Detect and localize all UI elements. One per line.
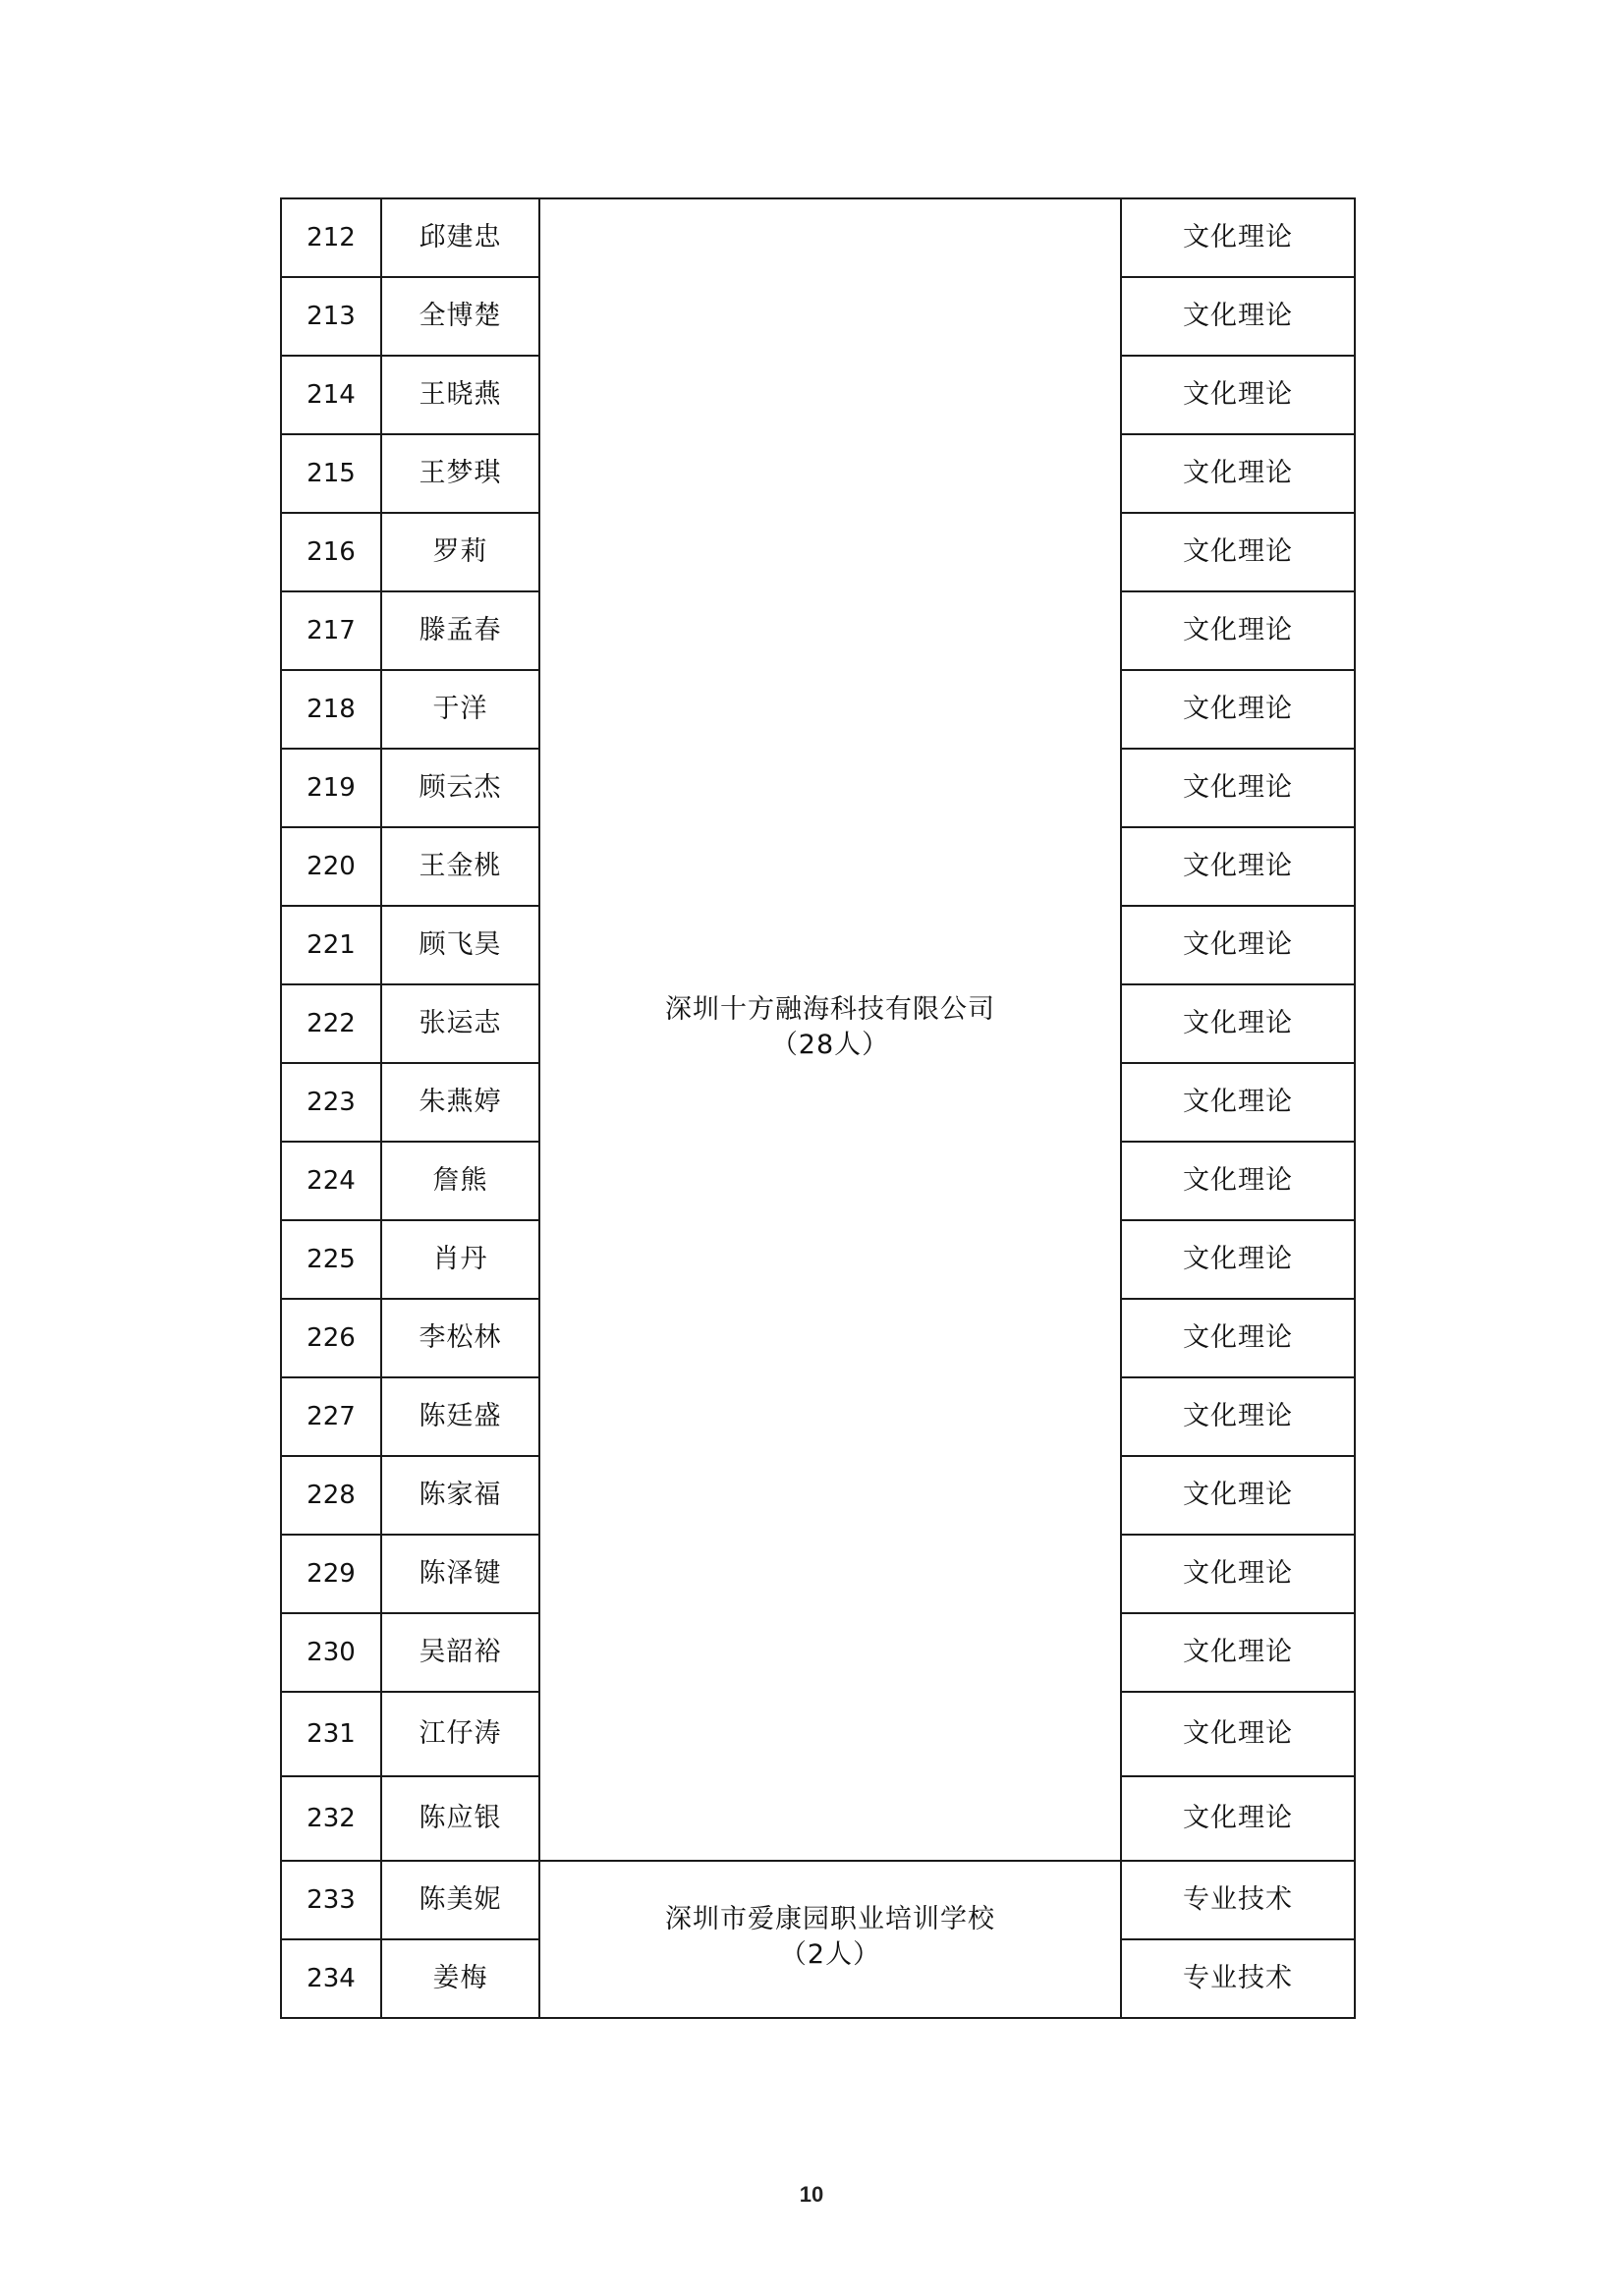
category-cell: 文化理论 xyxy=(1121,1377,1355,1456)
person-name-cell: 李松林 xyxy=(381,1299,539,1377)
row-number-cell: 221 xyxy=(281,906,381,984)
person-name-cell: 顾云杰 xyxy=(381,749,539,827)
organization-cell xyxy=(539,198,1121,1861)
row-number-cell: 230 xyxy=(281,1613,381,1692)
category-cell: 文化理论 xyxy=(1121,1299,1355,1377)
person-name-cell: 张运志 xyxy=(381,984,539,1063)
person-name-cell: 王金桃 xyxy=(381,827,539,906)
category-cell: 文化理论 xyxy=(1121,906,1355,984)
person-name-cell: 朱燕婷 xyxy=(381,1063,539,1142)
row-number-cell: 216 xyxy=(281,513,381,591)
person-name-cell: 顾飞昊 xyxy=(381,906,539,984)
table-row xyxy=(281,198,1355,277)
person-name-cell: 陈家福 xyxy=(381,1456,539,1535)
organization-cell xyxy=(539,1861,1121,2018)
category-cell: 文化理论 xyxy=(1121,1063,1355,1142)
roster-table xyxy=(280,197,1356,2019)
row-number-cell: 226 xyxy=(281,1299,381,1377)
category-cell: 专业技术 xyxy=(1121,1861,1355,1939)
category-cell: 文化理论 xyxy=(1121,1776,1355,1861)
row-number-cell: 225 xyxy=(281,1220,381,1299)
row-number-cell: 234 xyxy=(281,1939,381,2018)
row-number-cell: 215 xyxy=(281,434,381,513)
category-cell: 文化理论 xyxy=(1121,1456,1355,1535)
category-cell: 文化理论 xyxy=(1121,1613,1355,1692)
category-cell: 文化理论 xyxy=(1121,827,1355,906)
row-number-cell: 227 xyxy=(281,1377,381,1456)
row-number-cell: 222 xyxy=(281,984,381,1063)
person-name-cell: 吴韶裕 xyxy=(381,1613,539,1692)
category-cell: 文化理论 xyxy=(1121,198,1355,277)
organization-headcount: （28人） xyxy=(770,1030,890,1060)
person-name-cell: 罗莉 xyxy=(381,513,539,591)
row-number-cell: 212 xyxy=(281,198,381,277)
row-number-cell: 217 xyxy=(281,591,381,670)
person-name-cell: 于洋 xyxy=(381,670,539,749)
row-number-cell: 232 xyxy=(281,1776,381,1861)
row-number-cell: 224 xyxy=(281,1142,381,1220)
category-cell: 文化理论 xyxy=(1121,1535,1355,1613)
row-number-cell: 228 xyxy=(281,1456,381,1535)
row-number-cell: 214 xyxy=(281,356,381,434)
category-cell: 文化理论 xyxy=(1121,1220,1355,1299)
person-name-cell: 陈应银 xyxy=(381,1776,539,1861)
organization-name: 深圳十方融海科技有限公司 xyxy=(665,994,995,1025)
person-name-cell: 陈廷盛 xyxy=(381,1377,539,1456)
category-cell: 文化理论 xyxy=(1121,277,1355,356)
row-number-cell: 223 xyxy=(281,1063,381,1142)
person-name-cell: 陈泽键 xyxy=(381,1535,539,1613)
person-name-cell: 姜梅 xyxy=(381,1939,539,2018)
row-number-cell: 229 xyxy=(281,1535,381,1613)
person-name-cell: 滕孟春 xyxy=(381,591,539,670)
row-number-cell: 213 xyxy=(281,277,381,356)
person-name-cell: 王梦琪 xyxy=(381,434,539,513)
page-number: 10 xyxy=(799,2182,824,2207)
row-number-cell: 231 xyxy=(281,1692,381,1776)
row-number-cell: 219 xyxy=(281,749,381,827)
person-name-cell: 江仔涛 xyxy=(381,1692,539,1776)
row-number-cell: 218 xyxy=(281,670,381,749)
table-row xyxy=(281,1861,1355,1939)
category-cell: 专业技术 xyxy=(1121,1939,1355,2018)
category-cell: 文化理论 xyxy=(1121,1142,1355,1220)
organization-label xyxy=(540,1902,1120,1973)
row-number-cell: 220 xyxy=(281,827,381,906)
person-name-cell: 陈美妮 xyxy=(381,1861,539,1939)
person-name-cell: 邱建忠 xyxy=(381,198,539,277)
category-cell: 文化理论 xyxy=(1121,670,1355,749)
category-cell: 文化理论 xyxy=(1121,749,1355,827)
person-name-cell: 詹熊 xyxy=(381,1142,539,1220)
category-cell: 文化理论 xyxy=(1121,513,1355,591)
person-name-cell: 肖丹 xyxy=(381,1220,539,1299)
roster-body xyxy=(281,198,1355,2018)
organization-headcount: （2人） xyxy=(779,1939,881,1970)
person-name-cell: 王晓燕 xyxy=(381,356,539,434)
category-cell: 文化理论 xyxy=(1121,591,1355,670)
person-name-cell: 全博楚 xyxy=(381,277,539,356)
category-cell: 文化理论 xyxy=(1121,356,1355,434)
category-cell: 文化理论 xyxy=(1121,1692,1355,1776)
category-cell: 文化理论 xyxy=(1121,434,1355,513)
organization-name: 深圳市爱康园职业培训学校 xyxy=(665,1904,995,1934)
row-number-cell: 233 xyxy=(281,1861,381,1939)
category-cell: 文化理论 xyxy=(1121,984,1355,1063)
organization-label xyxy=(540,992,1120,1063)
